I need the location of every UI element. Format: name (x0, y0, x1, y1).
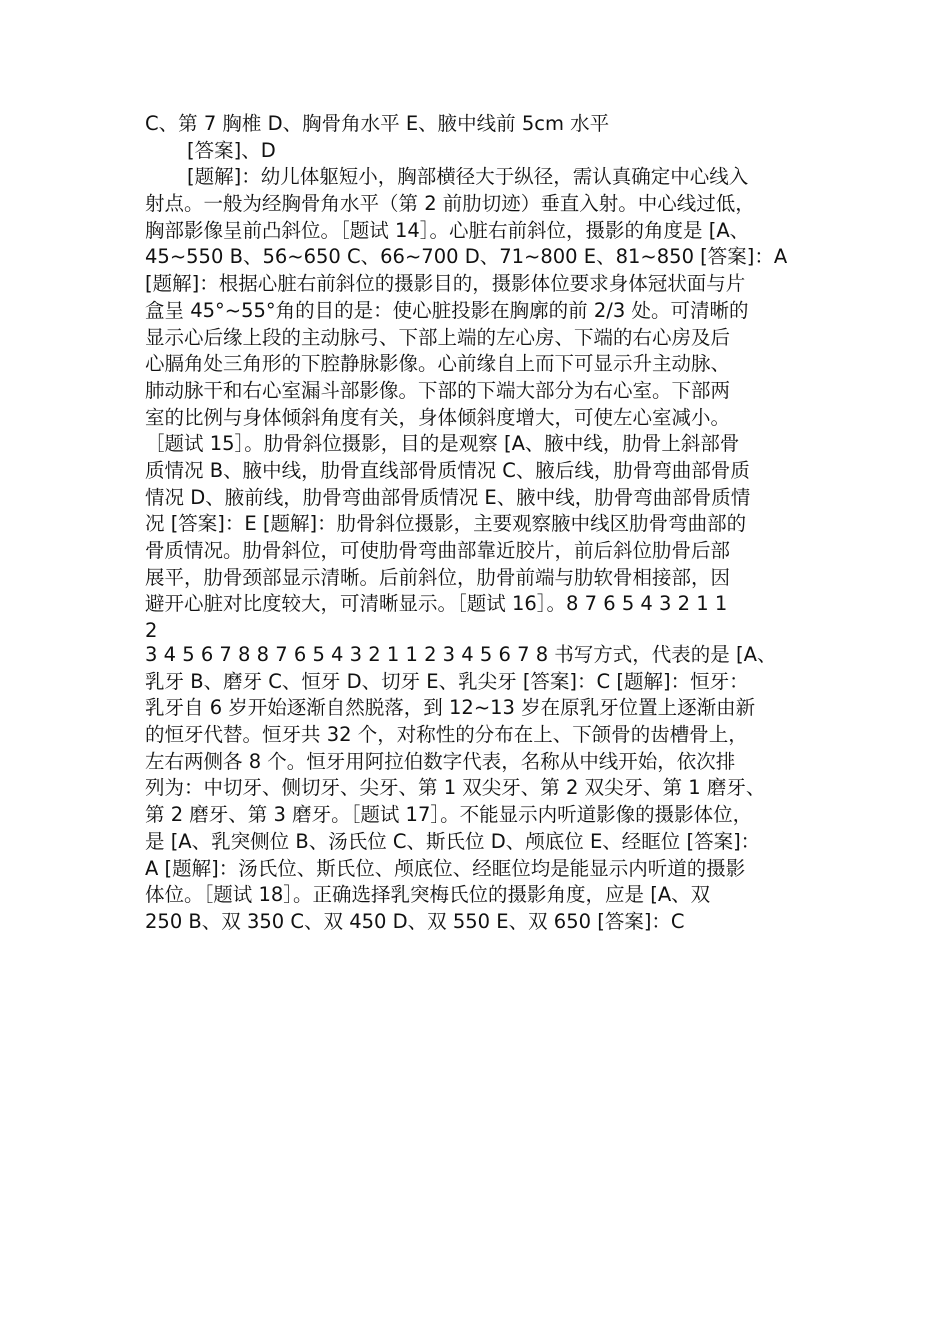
text-line: 45~550 B、56~650 C、66~700 D、71~800 E、81~850 [答案]：A (145, 245, 788, 269)
text-line: 肺动脉干和右心室漏斗部影像。下部的下端大部分为右心室。下部两 (145, 378, 731, 402)
text-line: 第 2 磨牙、第 3 磨牙。［题试 17］。不能显示内听道影像的摄影体位， (145, 803, 753, 827)
text-line: 况 [答案]：E [题解]：肋骨斜位摄影，主要观察腋中线区肋骨弯曲部的 (145, 512, 747, 536)
explanation-line: [题解]：幼儿体躯短小，胸部横径大于纵径，需认真确定中心线入 (187, 165, 749, 189)
answer-line: [答案]、D (187, 138, 276, 162)
text-line: 乳牙 B、磨牙 C、恒牙 D、切牙 E、乳尖牙 [答案]：C [题解]：恒牙： (145, 669, 749, 693)
text-block-2 (145, 642, 815, 936)
text-line: C、第 7 胸椎 D、胸骨角水平 E、腋中线前 5cm 水平 (145, 112, 610, 135)
text-line: A [题解]：汤氏位、斯氏位、颅底位、经眶位均是能显示内听道的摄影 (145, 856, 746, 880)
text-line: 胸部影像呈前凸斜位。［题试 14］。心脏右前斜位，摄影的角度是 [A、 (145, 218, 750, 242)
text-line: 乳牙自 6 岁开始逐渐自然脱落，到 12~13 岁在原乳牙位置上逐渐由新 (145, 696, 756, 720)
text-line: 显示心后缘上段的主动脉弓、下部上端的左心房、下端的右心房及后 (145, 325, 731, 349)
text-line: 左右两侧各 8 个。恒牙用阿拉伯数字代表，名称从中线开始，依次排 (145, 749, 736, 773)
text-line: 盒呈 45°~55°角的目的是：使心脏投影在胸廓的前 2/3 处。可清晰的 (145, 298, 749, 322)
text-block-1 (145, 111, 815, 645)
text-line: ［题试 15］。肋骨斜位摄影，目的是观察 [A、腋中线，肋骨上斜部骨 (145, 432, 740, 456)
text-line: 避开心脏对比度较大，可清晰显示。［题试 16］。8 7 6 5 4 3 2 1 1 (145, 592, 728, 616)
text-line: 3 4 5 6 7 8 8 7 6 5 4 3 2 1 1 2 3 4 5 6 7 8 书写方式，代表的是 [A、 (145, 643, 777, 666)
text-line: 情况 D、腋前线，肋骨弯曲部骨质情况 E、腋中线，肋骨弯曲部骨质情 (145, 485, 751, 509)
text-line: 的恒牙代替。恒牙共 32 个，对称性的分布在上、下颌骨的齿槽骨上， (145, 723, 748, 747)
text-line: [题解]：根据心脏右前斜位的摄影目的，摄影体位要求身体冠状面与片 (145, 272, 746, 296)
text-line: 展平，肋骨颈部显示清晰。后前斜位，肋骨前端与肋软骨相接部，因 (145, 565, 731, 589)
text-line: 是 [A、乳突侧位 B、汤氏位 C、斯氏位 D、颅底位 E、经眶位 [答案]： (145, 829, 761, 853)
text-line: 2 (145, 619, 158, 643)
text-line: 室的比例与身体倾斜角度有关，身体倾斜度增大，可使左心室减小。 (145, 405, 731, 429)
text-line: 质情况 B、腋中线，肋骨直线部骨质情况 C、腋后线，肋骨弯曲部骨质 (145, 458, 750, 482)
text-line: 射点。一般为经胸骨角水平（第 2 前肋切迹）垂直入射。中心线过低， (145, 192, 755, 216)
text-line: 心膈角处三角形的下腔静脉影像。心前缘自上而下可显示升主动脉、 (145, 352, 731, 376)
text-line: 列为：中切牙、侧切牙、尖牙、第 1 双尖牙、第 2 双尖牙、第 1 磨牙、 (145, 776, 766, 800)
text-line: 骨质情况。肋骨斜位，可使肋骨弯曲部靠近胶片，前后斜位肋骨后部 (145, 539, 731, 562)
text-line: 250 B、双 350 C、双 450 D、双 550 E、双 650 [答案]：C (145, 909, 685, 933)
text-line: 体位。［题试 18］。正确选择乳突梅氏位的摄影角度，应是 [A、双 (145, 883, 711, 907)
